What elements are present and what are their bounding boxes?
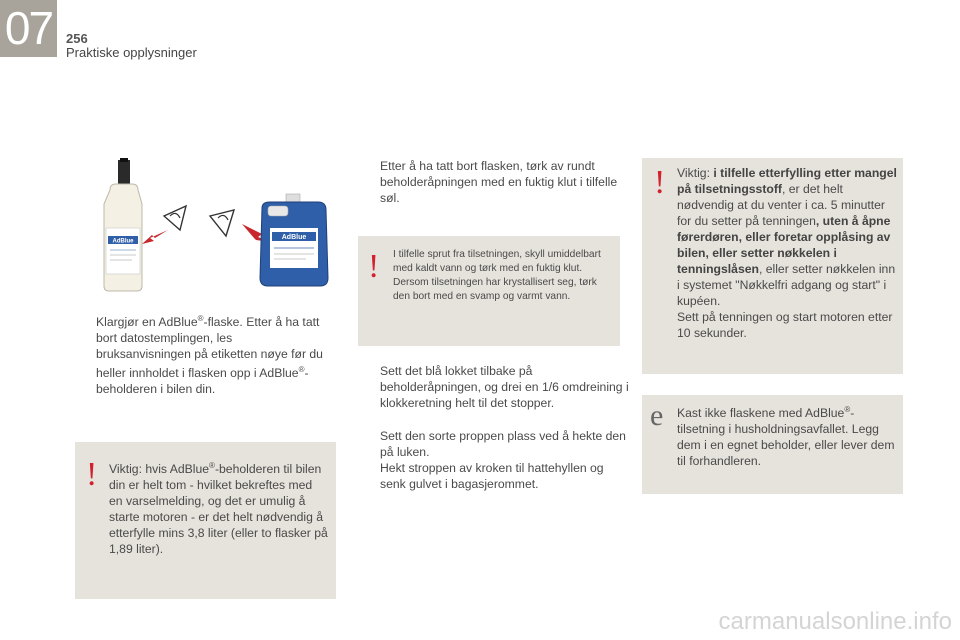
warning-box-wait-before-ignition [642,158,903,374]
instruction-text: Klargjør en AdBlue [96,315,198,330]
arrow-to-bottle-icon [142,230,168,244]
warning-icon: ! [368,248,380,285]
remove-cap-gesture-icon [164,206,186,230]
canister-label: AdBlue [281,234,307,241]
instruction-lower-floor [360,460,632,492]
warning-text: Viktig: i tilfelle etterfylling etter mangel på tilsetningsstoff, er det helt nødvendig at du venter i ca. 5 minutter for du setter på tenningen, uten å åpne førerdøren, eller foretar opplåsing av bilen, eller setter nøkkelen i tenningslåsen, eller setter nøkkelen inn i systemet "Nøkkelfri adgang og start" i kupéen. Sett på tenningen og start motoren etter 10 sekunder. [677,166,897,340]
warning-text: Viktig: hvis AdBlue®-beholderen til bilen din er helt tom - hvilket bekreftes med en varselmelding, og det er umulig å starte motoren - er det helt nødvendig å etterfylle mins 3,8 liter (eller to flasker på 1,89 liter). [109,461,328,557]
warning-box-splash [358,236,620,346]
page-number: 256 [66,31,88,46]
warning-icon: ! [654,164,666,201]
instruction-prepare-bottle [76,311,330,397]
registered-mark: ® [298,365,305,375]
adblue-bottle-image [104,158,142,291]
instruction-text: -beholderen i bilen din. [96,366,309,397]
warning-text: I tilfelle sprut fra tilsetningen, skyll umiddelbart med kaldt vann og tørk med en fuktig klut. Dersom tilsetningen har krystallisert seg, tørk den bort med en svamp og varmt vann. [393,249,601,302]
environment-icon: e [650,399,664,432]
instruction-text: Hekt stroppen av kroken til hattehyllen og senk gulvet i bagasjerommet. [380,461,604,491]
adblue-canister-image [260,194,328,286]
warning-box-empty-tank [75,442,336,599]
bottle-label: AdBlue [112,238,134,245]
watermark: carmanualsonline.info [718,608,952,635]
instruction-text: Sett den sorte proppen plass ved å hekte den på luken. [380,429,626,459]
environment-text: Kast ikke flaskene med AdBlue®-tilsetning i husholdningsavfallet. Legg dem i en egnet beholder, eller lever dem til forhandleren. [677,405,895,469]
instruction-text: -flaske. Etter å ha tatt bort datostemplingen, les bruksanvisningen på etiketten nøye før du heller innholdet i flasken opp i AdBlue [96,315,323,381]
registered-mark: ® [197,314,204,323]
section-title: Praktiske opplysninger [66,45,197,60]
environment-box [642,395,903,494]
instruction-text: Etter å ha tatt bort flasken, tørk av rundt beholderåpningen med en fuktig klut i tilfelle søl. [380,159,618,205]
pour-gesture-icon [210,210,234,236]
warning-icon: ! [86,456,98,493]
instruction-black-plug [360,428,632,460]
adblue-refill-illustration [92,158,332,293]
instruction-replace-cap [360,363,632,411]
instruction-text: Sett det blå lokket tilbake på beholderåpningen, og drei en 1/6 omdreining i klokkeretning helt til det stopper. [380,364,629,410]
instruction-wipe-opening [360,158,628,206]
chapter-tab: 07 [0,0,57,57]
